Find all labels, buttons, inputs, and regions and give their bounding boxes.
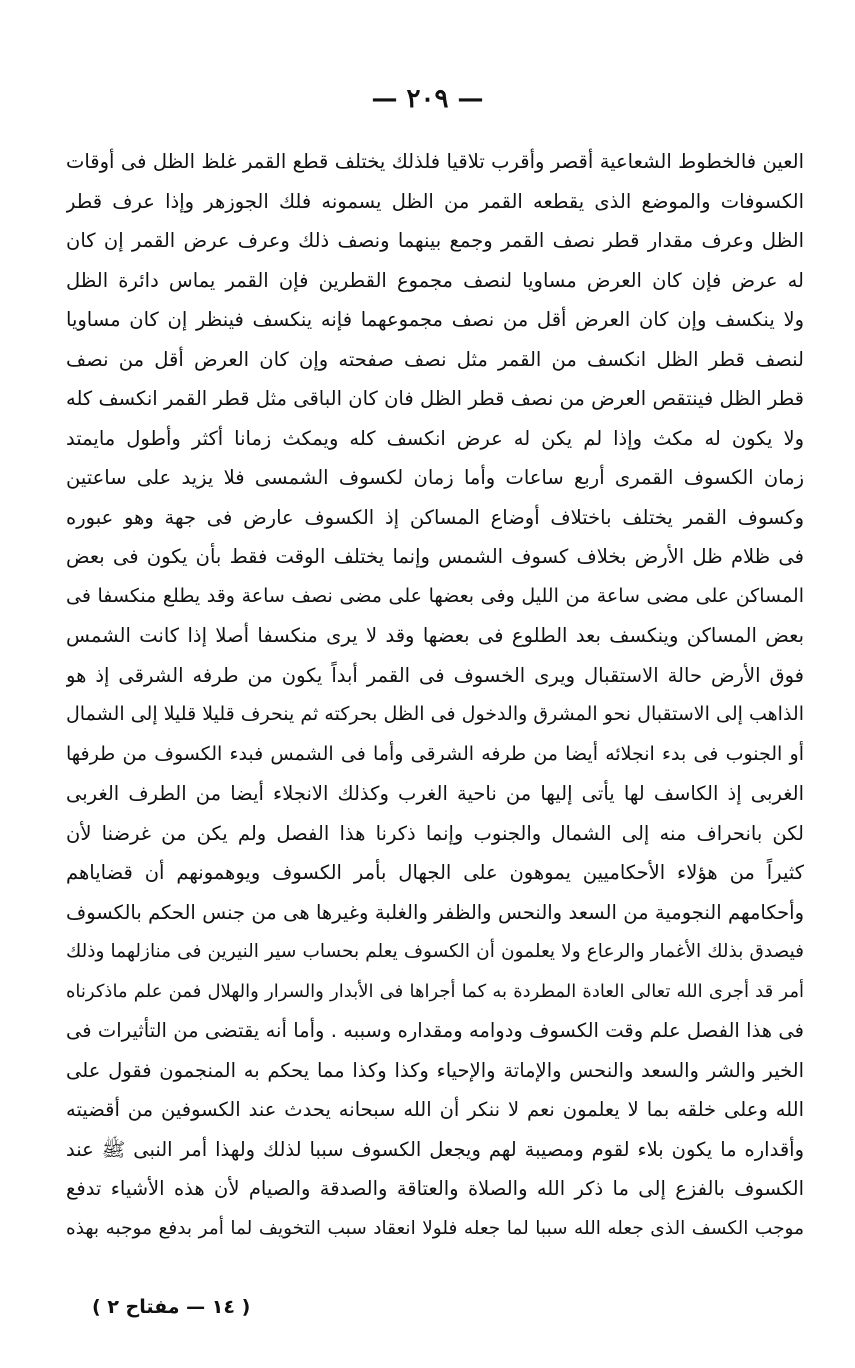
text-line: فوق الأرض حالة الاستقبال ويرى الخسوف فى القمر أبداً يكون من طرفه الشرقى إذ هو	[66, 663, 804, 687]
text-line: موجب الكسف الذى جعله الله سببا لما جعله فلولا انعقاد سبب التخويف لما أمر بدفع موجبه بهذه	[66, 1217, 804, 1239]
text-line: ولا يكون له مكث وإذا لم يكن له عرض انكسف كله ويمكث زمانا أكثر وأطول مايمتد	[66, 426, 804, 450]
text-line: الخير والشر والسعد والنحس والإماتة والإحياء وكذا وكذا مما يحكم به المنجمون فقول على	[66, 1058, 804, 1082]
text-line: لنصف قطر الظل انكسف من القمر مثل نصف صفحته وإن كان العرض أقل من نصف	[66, 347, 804, 371]
text-line: أو الجنوب فى بدء انجلائه أيضا من طرفه الشرقى وأما فى الشمس فبدء الكسوف من طرفها	[66, 742, 804, 765]
text-line: أمر قد أجرى الله تعالى العادة المطردة به كما أجراها فى الأبدار والسرار والهلال فمن علم ماذكرناه	[66, 980, 804, 1002]
text-line: وأحكامهم النجومية من السعد والنحس والظفر والغلبة وغيرها هى من جنس الحكم بالكسوف	[66, 900, 804, 924]
text-line: بعض المساكن وينكسف بعد الطلوع فى بعضها وقد لا يرى منكسفا أصلا إذا كانت الشمس	[66, 624, 804, 647]
text-line: فى هذا الفصل علم وقت الكسوف ودوامه ومقداره وسببه . وأما أنه يقتضى من التأثيرات فى	[66, 1019, 804, 1042]
text-line: فى ظلام ظل الأرض بخلاف كسوف الشمس وإنما يختلف الوقت فقط بأن يكون فى بعض	[66, 545, 804, 568]
text-line: لكن بانحراف منه إلى الشمال والجنوب وإنما ذكرنا هذا الفصل ولم يكن من غرضنا لأن	[66, 821, 804, 845]
text-line: ولا ينكسف وإن كان العرض أقل من نصف مجموعهما فإنه ينكسف فينظر إن كان مساويا	[66, 308, 804, 331]
text-line: الذاهب إلى الاستقبال نحو المشرق والدخول فى الظل بحركته ثم ينحرف قليلا قليلا إلى الشمال	[66, 703, 804, 725]
text-line: قطر الظل فينتقص العرض من نصف قطر الظل فان كان الباقى مثل قطر القمر انكسف كله	[66, 387, 804, 410]
body-text	[66, 142, 804, 1248]
text-line: الغربى إذ الكاسف لها يأتى إليها من ناحية الغرب وكذلك الانجلاء أيضا من الطرف الغربى	[66, 782, 804, 805]
text-line: كثيراً من هؤلاء الأحكاميين يموهون على الجهال بأمر الكسوف ويوهمونهم أن قضاياهم	[66, 861, 804, 884]
text-line: الكسوف بالفزع إلى ما ذكر الله والصلاة والعتاقة والصدقة والصيام لأن هذه الأشياء تدفع	[66, 1177, 804, 1200]
text-line: الكسوفات والموضع الذى يقطعه القمر من الظل يسمونه فلك الجوزهر وإذا عرف قطر	[66, 189, 804, 213]
text-line: الله وعلى خلقه بما لا يعلمون نعم لا ننكر أن الله سبحانه يحدث عند الكسوفين من أقضيته	[66, 1098, 804, 1121]
signature-mark: ( ١٤ — مفتاح ٢ )	[92, 1296, 251, 1318]
text-line: المساكن على مضى ساعة من الليل وفى بعضها على مضى نصف ساعة وقد يطلع منكسفا فى	[66, 584, 804, 607]
text-line: العين فالخطوط الشعاعية أقصر وأقرب تلاقيا فلذلك يختلف قطع القمر غلظ الظل فى أوقات	[66, 150, 804, 173]
page-number: — ۲۰۹ —	[371, 84, 484, 114]
text-line: وكسوف القمر يختلف باختلاف أوضاع المساكن إذ الكسوف عارض فى جهة وهو عبوره	[66, 505, 804, 529]
text-line: وأقداره ما يكون بلاء لقوم ومصيبة لهم ويجعل الكسوف سببا لذلك ولهذا أمر النبى ﷺ عند	[66, 1137, 804, 1161]
text-line: فيصدق بذلك الأغمار والرعاع ولا يعلمون أن الكسوف يعلم بحساب سير النيرين فى منازلهما وذلك	[66, 941, 804, 962]
text-line: زمان الكسوف القمرى أربع ساعات وأما زمان لكسوف الشمسى فلا يزيد على ساعتين	[66, 466, 804, 489]
text-line: له عرض فإن كان العرض مساويا لنصف مجموع القطرين فإن القمر يماس دائرة الظل	[66, 268, 804, 292]
text-line: الظل وعرف مقدار قطر نصف القمر وجمع بينهما ونصف ذلك وعرف عرض القمر إن كان	[66, 229, 804, 252]
